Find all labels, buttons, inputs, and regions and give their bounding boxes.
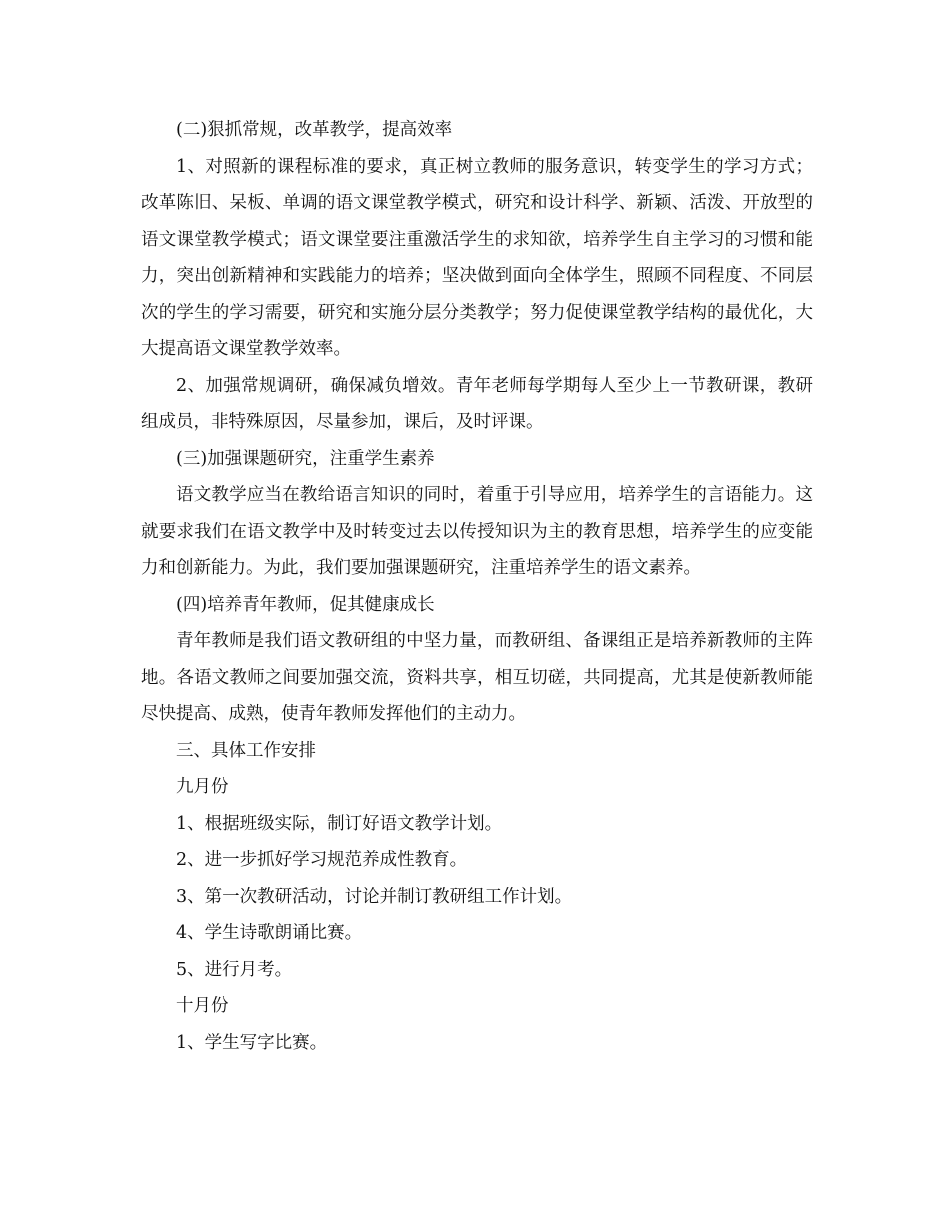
list-item: 2、进一步抓好学习规范养成性教育。 xyxy=(176,850,468,870)
document-body xyxy=(141,112,813,1061)
section-heading-schedule: 三、具体工作安排 xyxy=(176,740,316,761)
section-heading-2: (二)狠抓常规，改革教学，提高效率 xyxy=(176,120,453,140)
list-item: 4、学生诗歌朗诵比赛。 xyxy=(176,923,363,943)
paragraph: 青年教师是我们语文教研组的中坚力量，而教研组、备课组正是培养新教师的主阵地。各语文教师之间要加强交流，资料共享，相互切磋，共同提高，尤其是使新教师能尽快提高、成熟，使青年教师发挥他们的主动力。 xyxy=(141,631,813,724)
section-heading-3: (三)加强课题研究，注重学生素养 xyxy=(176,448,435,469)
list-item: 5、进行月考。 xyxy=(176,959,293,980)
month-heading-october: 十月份 xyxy=(176,996,229,1016)
month-heading-september: 九月份 xyxy=(176,777,229,797)
section-heading-4: (四)培养青年教师，促其健康成长 xyxy=(176,594,435,615)
paragraph: 语文教学应当在教给语言知识的同时，着重于引导应用，培养学生的言语能力。这就要求我们在语文教学中及时转变过去以传授知识为主的教育思想，培养学生的应变能力和创新能力。为此，我们要加强课题研究，注重培养学生的语文素养。 xyxy=(141,485,813,578)
list-item: 3、第一次教研活动，讨论并制订教研组工作计划。 xyxy=(176,886,573,907)
paragraph: 2、加强常规调研，确保减负增效。青年老师每学期每人至少上一节教研课，教研组成员，非特殊原因，尽量参加，课后，及时评课。 xyxy=(141,375,813,432)
list-item: 1、学生写字比赛。 xyxy=(176,1032,328,1053)
paragraph: 1、对照新的课程标准的要求，真正树立教师的服务意识，转变学生的学习方式；改革陈旧、呆板、单调的语文课堂教学模式，研究和设计科学、新颖、活泼、开放型的语文课堂教学模式；语文课堂要注重激活学生的求知欲，培养学生自主学习的习惯和能力，突出创新精神和实践能力的培养；坚决做到面向全体学生，照顾不同程度、不同层次的学生的学习需要，研究和实施分层分类教学；努力促使课堂教学结构的最优化，大大提高语文课堂教学效率。 xyxy=(141,156,813,359)
list-item: 1、根据班级实际，制订好语文教学计划。 xyxy=(176,813,503,834)
